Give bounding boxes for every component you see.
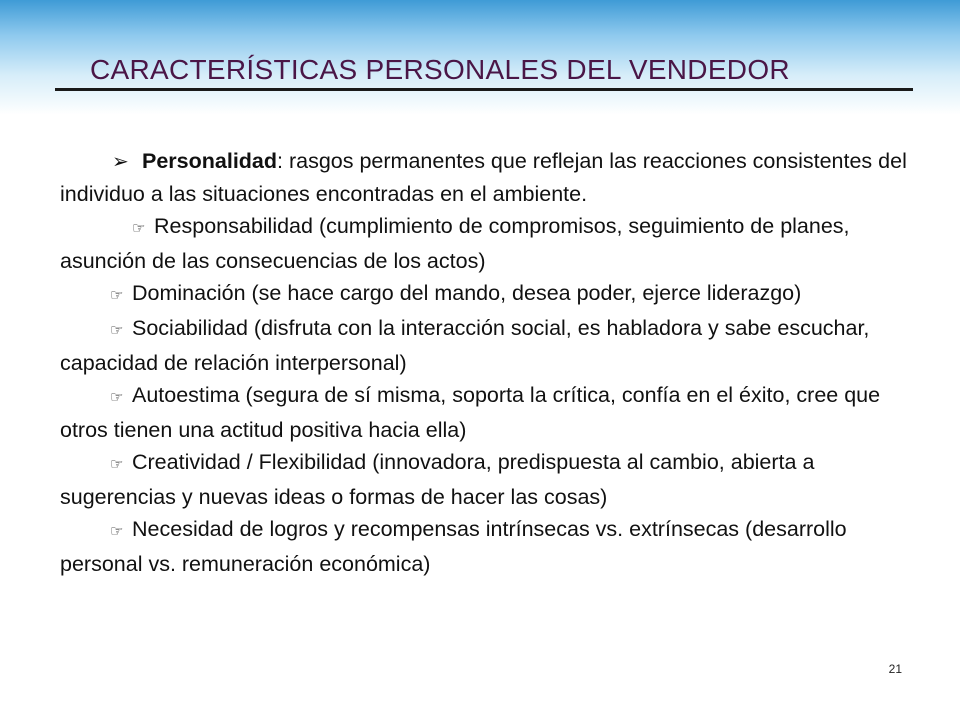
pointing-hand-icon: ☞ <box>110 322 124 339</box>
trait-text: Necesidad de logros y recompensas intrínsecas vs. extrínsecas (desarrollo personal vs. remuneración económica) <box>60 517 847 576</box>
pointing-hand-icon: ☞ <box>132 220 146 237</box>
trait-text: Dominación (se hace cargo del mando, desea poder, ejerce liderazgo) <box>132 281 802 305</box>
arrow-bullet-icon: ➢ <box>112 151 129 173</box>
trait-item <box>60 210 910 277</box>
slide-title: CARACTERÍSTICAS PERSONALES DEL VENDEDOR <box>90 54 790 85</box>
trait-item <box>60 446 910 513</box>
pointing-hand-icon: ☞ <box>110 287 124 304</box>
trait-item <box>60 312 910 379</box>
title-underline <box>55 88 913 91</box>
pointing-hand-icon: ☞ <box>110 456 124 473</box>
trait-item <box>60 379 910 446</box>
intro-paragraph <box>60 145 910 210</box>
page-number: 21 <box>888 662 902 676</box>
trait-item <box>60 513 910 580</box>
trait-text: Sociabilidad (disfruta con la interacción social, es habladora y sabe escuchar, capacidad de relación interpersonal) <box>60 316 870 375</box>
pointing-hand-icon: ☞ <box>110 389 124 406</box>
trait-text: Creatividad / Flexibilidad (innovadora, predispuesta al cambio, abierta a sugerencias y nuevas ideas o formas de hacer las cosas) <box>60 450 815 509</box>
intro-text: : rasgos permanentes que reflejan las reacciones consistentes del individuo a las situaciones encontradas en el ambiente. <box>60 149 907 206</box>
trait-text: Responsabilidad (cumplimiento de compromisos, seguimiento de planes, asunción de las consecuencias de los actos) <box>60 214 850 273</box>
slide-body <box>60 145 910 580</box>
intro-term: Personalidad <box>142 149 278 173</box>
trait-text: Autoestima (segura de sí misma, soporta la crítica, confía en el éxito, cree que otros tienen una actitud positiva hacia ella) <box>60 383 881 442</box>
pointing-hand-icon: ☞ <box>110 523 124 540</box>
trait-item <box>60 277 910 312</box>
